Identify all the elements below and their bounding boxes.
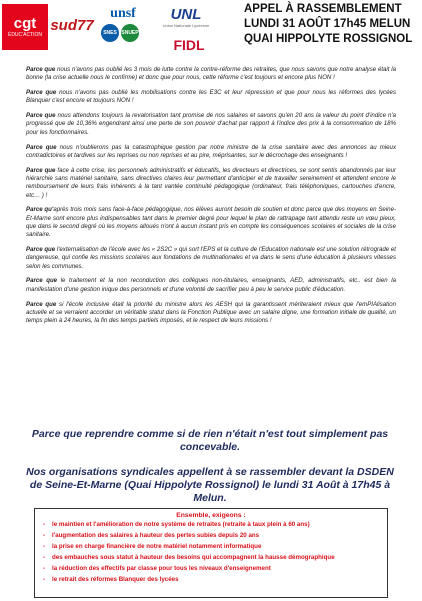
paragraph (26, 301, 396, 326)
unsf-logo: unsf (110, 6, 136, 21)
call-to-action-text: Nos organisations syndicales appellent à se rassembler devant la DSDEN de Seine-Et-Marne (Quai Hippolyte Rossignol) le lundi 31 Août à 17h45 à Melun. (26, 466, 394, 504)
unl-logo-subtext: Union Nationale Lycéenne (162, 23, 210, 28)
paragraph-lead: Parce que (26, 277, 58, 285)
paragraph-text: nous n'avons pas oublié les 3 mois de lutte contre la contre-réforme des retraites, que nous savons que notre analyse était la bonne (la crise actuelle nous le confirme) et donc que pour nous, cette réforme c'est toujours et encore plus NON ! (26, 66, 396, 82)
paragraph-lead: Parce que (26, 246, 56, 254)
paragraph-lead: Parce que (26, 300, 57, 308)
snes-logo: SNES (101, 24, 119, 42)
paragraph-lead: Parce que (26, 89, 57, 97)
paragraph-text: si l'école inclusive était la priorité du ministre alors les AESH qui la garantissent mériteraient mieux que l'emPIAlisation actuelle et se verraient accorder un véritable statut dans la Fonction Publique avec un salaire digne, une formation initiale de qualité, un temps plein à 24 heures, la fin des temps partiels imposés, et le respect de leurs missions ! (26, 300, 396, 325)
paragraph (26, 277, 396, 294)
demands-box (34, 508, 388, 598)
paragraph-lead: Parce que (26, 166, 56, 174)
body-text (26, 66, 396, 332)
paragraph (26, 89, 396, 106)
paragraph-lead: Parce que (26, 112, 56, 120)
paragraph-lead: Parce que (26, 66, 56, 73)
demand-item: - le maintien et l'amélioration de notre système de retraites (retraite à taux plein à 60 ans) (43, 522, 387, 529)
paragraph (26, 206, 396, 239)
paragraph-text: après trois mois sans face-à-face pédagogique, nos élèves auront besoin de soutien et donc parce que des moyens en Seine-Et-Marne sont encore plus indispensables tant dans le premier degré pour lequel le plan de rattrapage tant attendu reste un vœu pieux, que dans le second degré où les moyens alloués n'ont à aucun instant pris en compte les conséquences scolaires et sociales de la crise sanitaire. (26, 206, 396, 239)
paragraph-text: nous n'oublierons pas la catastrophique gestion par notre ministre de la crise sanitaire avec des annonces au mieux contradictoires et tardives sur les reprises ou non reprises et au pire, méprisantes, sur le décrochage des enseignants ! (26, 143, 396, 159)
demand-item: - la réduction des effectifs par classe pour tous les niveaux d'enseignement (43, 566, 387, 573)
paragraph-lead: Parce que (26, 143, 57, 151)
title-line: APPEL À RASSEMBLEMENT (244, 3, 402, 15)
paragraph-text: nous n'avons pas oublié les mobilisations contre les E3C et leur répression et que pour nous les réformes des lycées Blanquer c'est encore et toujours NON ! (26, 89, 396, 105)
page-title (244, 2, 420, 47)
cgt-logo-text: cgt (13, 15, 37, 32)
unl-logo: UNL (170, 5, 202, 23)
cgt-logo (2, 4, 48, 50)
sud-logo: sud77 (50, 16, 94, 34)
conclusion-text: Parce que reprendre comme si de rien n'était n'est tout simplement pas concevable. (31, 428, 389, 453)
demands-title: Ensemble, exigeons : (176, 512, 246, 519)
paragraph (26, 167, 396, 200)
demand-item: - le retrait des réformes Blanquer des lycées (43, 577, 387, 584)
paragraph (26, 246, 396, 271)
header (0, 0, 422, 62)
demands-list (35, 522, 387, 584)
snuep-logo: SNUEP (121, 24, 139, 42)
paragraph (26, 112, 396, 137)
demand-item: - l'augmentation des salaires à hauteur des pertes subies depuis 20 ans (43, 533, 387, 540)
paragraph (26, 66, 396, 83)
title-line: QUAI HIPPOLYTE ROSSIGNOL (244, 33, 413, 45)
paragraph-text: le traitement et la non reconduction des collègues non-titulaires, enseignants, AED, administratifs, etc.. est bien la manifestation d'une gestion inique des personnels et d'une volonté de sacrifier peu à peu le service public d'éducation. (26, 277, 396, 293)
title-line: LUNDI 31 AOÛT 17h45 MELUN (244, 18, 411, 30)
demand-item: - des embauches sous statut à hauteur des besoins qui accompagnent la hausse démographique (43, 555, 387, 562)
paragraph (26, 144, 396, 161)
paragraph-text: l'externalisation de l'école avec les « 2S2C » qui sort l'EPS et la culture de l'Education nationale est une solution rétrograde et dangereuse, qui confie les missions scolaires aux fondations de multinationales et va dans le sens d'une éducation à plusieurs vitesses selon les communes. (26, 246, 396, 270)
paragraph-lead: Parce qu' (26, 206, 54, 214)
fidl-logo: FIDL (173, 37, 205, 53)
paragraph-text: face à cette crise, les personnels administratifs et éducatifs, les directeurs et directrices, se sont sentis abandonnés par leur hiérarchie sans matériel sanitaire, sans directives claires leur permettant d'anticiper et de travailler sereinement et attendent encore le remboursement de leurs frais inhérents à la tant vantée continuité pédagogique (ordinateur, frais téléphoniques, cartouches d'encre, etc… ) ! (26, 166, 397, 199)
demand-item: - la prise en charge financière de notre matériel notamment informatique (43, 544, 387, 551)
cgt-logo-subtext: ÉDUC'ACTION (7, 32, 42, 38)
paragraph-text: nous attendons toujours la revalorisation tant promise de nos salaires et savons qu'en 20 ans la valeur du point d'indice n'a progressé que de 10,36% engendrant ainsi une perte de son pouvoir d'achat par rapport à l'indice des prix à la consommation de 18% pour les fonctionnaires. (26, 112, 396, 136)
